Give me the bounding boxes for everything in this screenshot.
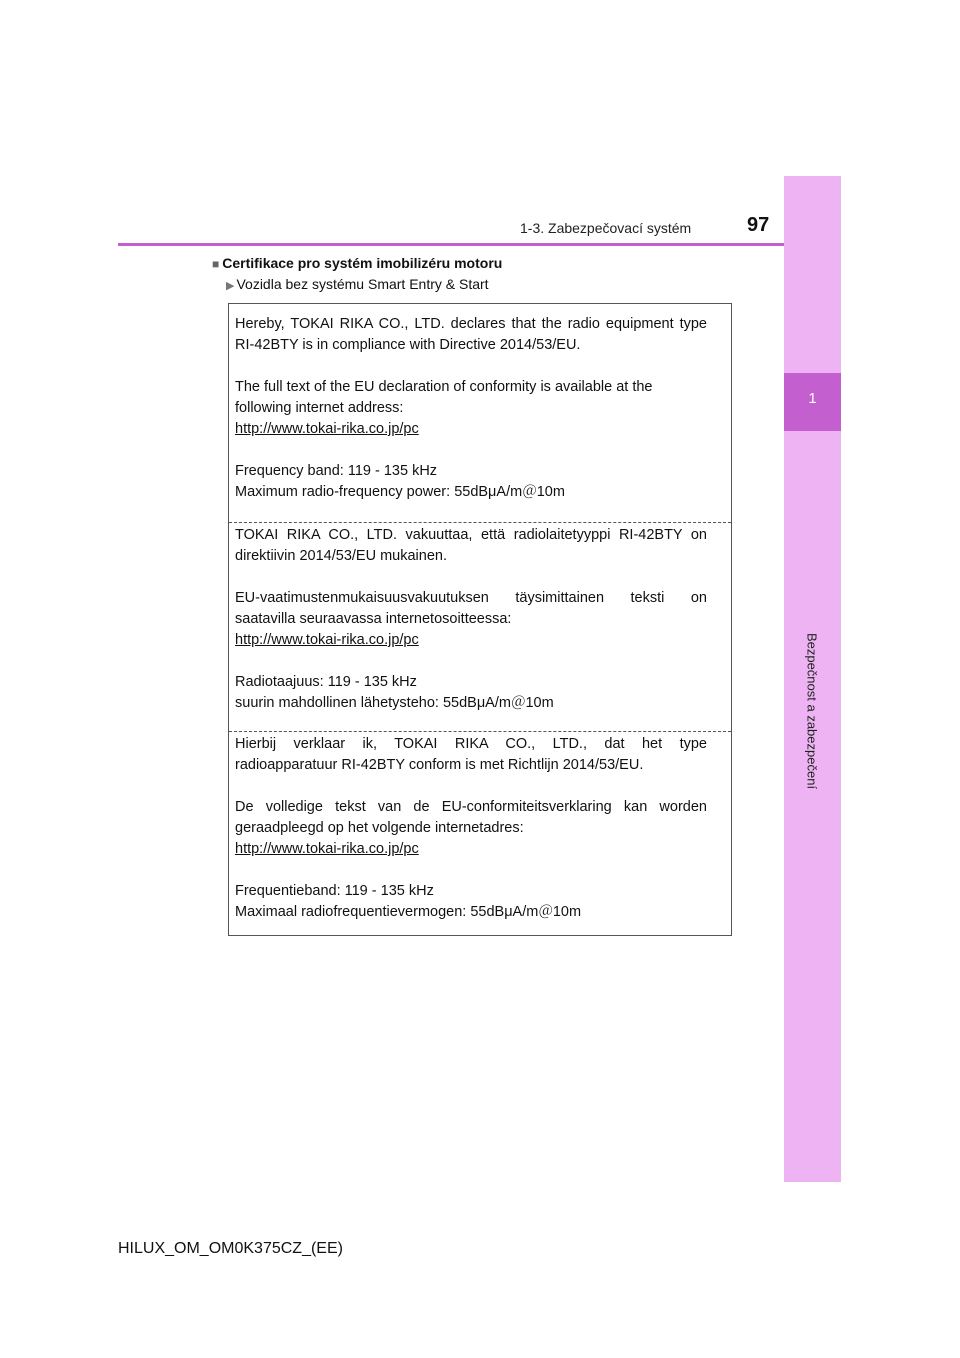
certification-box xyxy=(228,303,732,936)
cert-line: The full text of the EU declaration of conformity is available at the xyxy=(235,379,653,395)
cert-url-row xyxy=(235,630,707,651)
cert-line: Frequency band: 119 - 135 kHz xyxy=(235,463,438,479)
certification-heading xyxy=(212,255,502,271)
vehicle-variant-text: Vozidla bez systému Smart Entry & Start xyxy=(236,276,489,292)
chapter-label: Bezpečnost a zabezpečení xyxy=(804,632,820,790)
cert-line: EU-vaatimustenmukaisuusvakuutuksen täysimittainen teksti on xyxy=(235,590,707,606)
cert-line: following internet address: xyxy=(235,400,404,416)
section-title: 1-3. Zabezpečovací systém xyxy=(520,220,692,236)
vehicle-variant-note xyxy=(226,276,489,292)
cert-line: radioapparatuur RI-42BTY conform is met Richtlijn 2014/53/EU. xyxy=(235,757,644,773)
cert-line: Maximum radio-frequency power: 55dBμA/m＠10m xyxy=(235,484,565,500)
cert-line: RI-42BTY is in compliance with Directive 2014/53/EU. xyxy=(235,337,581,353)
cert-url-row xyxy=(235,419,707,440)
cert-line: De volledige tekst van de EU-conformiteitsverklaring kan worden xyxy=(235,799,707,815)
cert-line: Hierbij verklaar ik, TOKAI RIKA CO., LTD., dat het type xyxy=(235,736,707,752)
document-code: HILUX_OM_OM0K375CZ_(EE) xyxy=(118,1240,343,1257)
cert-line: suurin mahdollinen lähetysteho: 55dBμA/m＠10m xyxy=(235,695,554,711)
cert-section-english xyxy=(229,304,731,522)
chapter-number: 1 xyxy=(808,390,817,407)
cert-url-row xyxy=(235,839,707,860)
header-divider xyxy=(118,243,784,246)
certification-heading-text: Certifikace pro systém imobilizéru motoru xyxy=(222,255,503,271)
cert-section-finnish xyxy=(229,522,731,732)
cert-line: Hereby, TOKAI RIKA CO., LTD. declares that the radio equipment type xyxy=(235,316,707,332)
cert-url-link[interactable]: http://www.tokai-rika.co.jp/pc xyxy=(235,841,419,857)
cert-line: saatavilla seuraavassa internetosoitteessa: xyxy=(235,611,512,627)
cert-line: Frequentieband: 119 - 135 kHz xyxy=(235,883,434,899)
cert-line: direktiivin 2014/53/EU mukainen. xyxy=(235,548,447,564)
page-number: 97 xyxy=(747,214,770,236)
triangle-right-icon: ▶ xyxy=(226,280,235,292)
filled-square-icon: ■ xyxy=(212,257,220,271)
cert-line: geraadpleegd op het volgende internetadres: xyxy=(235,820,524,836)
cert-line: Maximaal radiofrequentievermogen: 55dBμA/m＠10m xyxy=(235,904,582,920)
cert-line: TOKAI RIKA CO., LTD. vakuuttaa, että radiolaitetyyppi RI-42BTY on xyxy=(235,527,707,543)
chapter-side-tab xyxy=(784,176,841,1182)
cert-line: Radiotaajuus: 119 - 135 kHz xyxy=(235,674,417,690)
cert-url-link[interactable]: http://www.tokai-rika.co.jp/pc xyxy=(235,421,419,437)
cert-url-link[interactable]: http://www.tokai-rika.co.jp/pc xyxy=(235,632,419,648)
cert-section-dutch xyxy=(229,731,731,937)
